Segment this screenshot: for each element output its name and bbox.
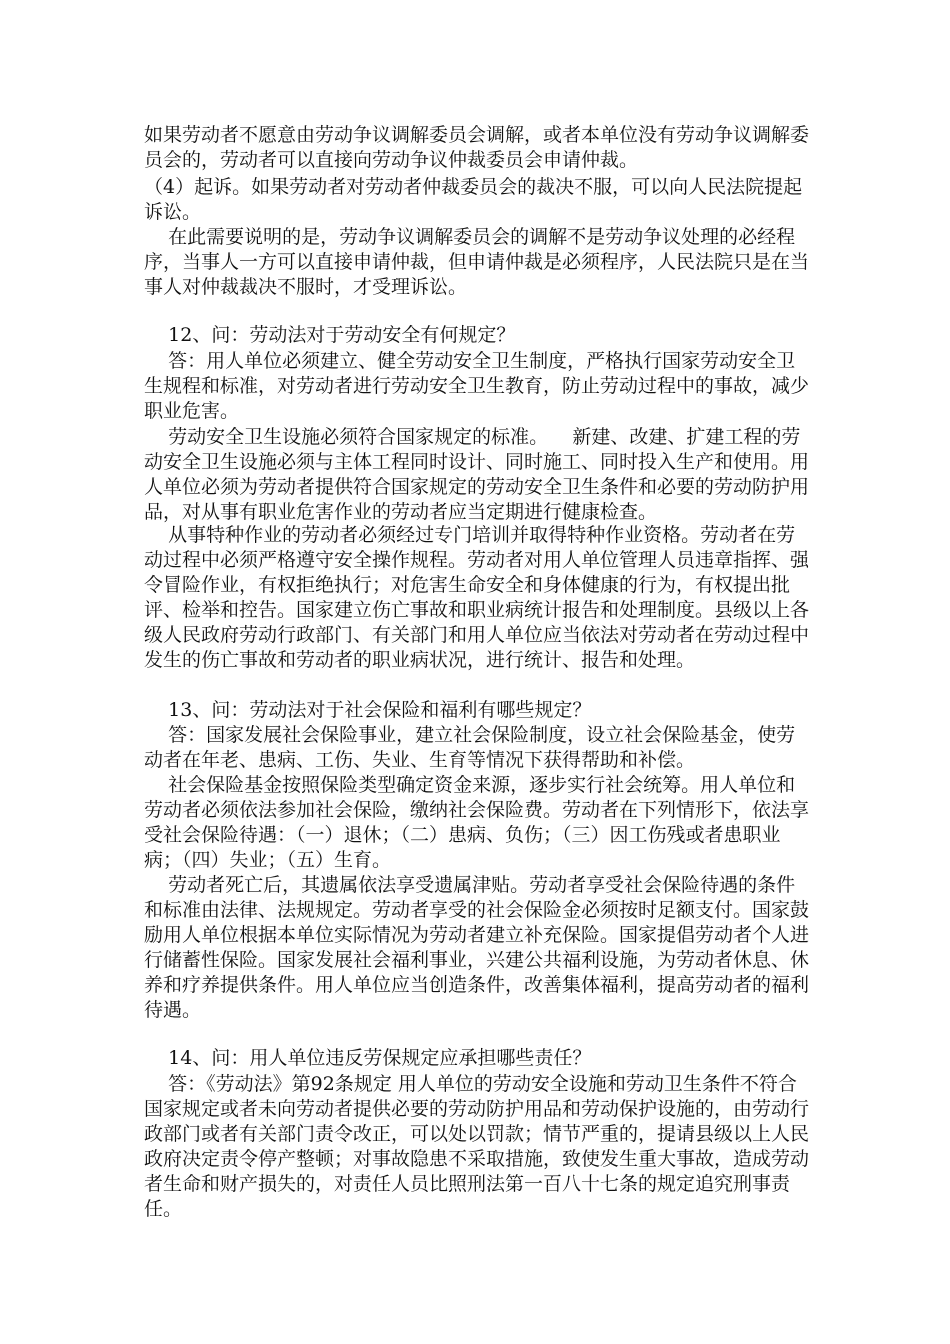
answer-13-intro: 答：国家发展社会保险事业，建立社会保险制度，设立社会保险基金，使劳动者在年老、患病、工伤、失业、生育等情况下获得帮助和补偿。	[144, 724, 796, 771]
question-13-heading: 13、问：劳动法对于社会保险和福利有哪些规定？	[144, 699, 592, 721]
paragraph-mediation-optional: 如果劳动者不愿意由劳动争议调解委员会调解，或者本单位没有劳动争议调解委员会的，劳动者可以直接向劳动争议仲裁委员会申请仲裁。	[144, 124, 810, 171]
answer-12-intro: 答：用人单位必须建立、健全劳动安全卫生制度，严格执行国家劳动安全卫生规程和标准，对劳动者进行劳动安全卫生教育，防止劳动过程中的事故，减少职业危害。	[144, 350, 810, 422]
answer-13-fund: 社会保险基金按照保险类型确定资金来源，逐步实行社会统筹。用人单位和劳动者必须依法参加社会保险，缴纳社会保险费。劳动者在下列情形下，依法享受社会保险待遇：（一）退休；（二）患病、负伤；（三）因工伤残或者患职业病；（四）失业；（五）生育。	[144, 774, 810, 871]
question-14-heading: 14、问：用人单位违反劳保规定应承担哪些责任？	[144, 1047, 592, 1069]
answer-12-special-work: 从事特种作业的劳动者必须经过专门培训并取得特种作业资格。劳动者在劳动过程中必须严格遵守安全操作规程。劳动者对用人单位管理人员违章指挥、强令冒险作业，有权拒绝执行；对危害生命安全和身体健康的行为，有权提出批评、检举和控告。国家建立伤亡事故和职业病统计报告和处理制度。县级以上各级人民政府劳动行政部门、有关部门和用人单位应当依法对劳动者在劳动过程中发生的伤亡事故和劳动者的职业病状况，进行统计、报告和处理。	[144, 524, 810, 671]
paragraph-note: 在此需要说明的是，劳动争议调解委员会的调解不是劳动争议处理的必经程序，当事人一方可以直接申请仲裁，但申请仲裁是必须程序，人民法院只是在当事人对仲裁裁决不服时，才受理诉讼。	[144, 226, 810, 298]
answer-12-facilities: 劳动安全卫生设施必须符合国家规定的标准。 新建、改建、扩建工程的劳动安全卫生设施必须与主体工程同时设计、同时施工、同时投入生产和使用。用人单位必须为劳动者提供符合国家规定的劳动安全卫生条件和必要的劳动防护用品，对从事有职业危害作业的劳动者应当定期进行健康检查。	[144, 426, 810, 523]
paragraph-lawsuit: （4）起诉。如果劳动者对劳动者仲裁委员会的裁决不服，可以向人民法院提起诉讼。	[144, 176, 803, 223]
answer-13-survivors: 劳动者死亡后，其遗属依法享受遗属津贴。劳动者享受社会保险待遇的条件和标准由法律、法规规定。劳动者享受的社会保险金必须按时足额支付。国家鼓励用人单位根据本单位实际情况为劳动者建立补充保险。国家提倡劳动者个人进行储蓄性保险。国家发展社会福利事业，兴建公共福利设施，为劳动者休息、休养和疗养提供条件。用人单位应当创造条件，改善集体福利，提高劳动者的福利待遇。	[144, 874, 810, 1021]
question-12-heading: 12、问：劳动法对于劳动安全有何规定？	[144, 324, 516, 346]
answer-14-article92: 答：《劳动法》第92条规定 用人单位的劳动安全设施和劳动卫生条件不符合国家规定或者未向劳动者提供必要的劳动防护用品和劳动保护设施的，由劳动行政部门或者有关部门责令改正，可以处以罚款；情节严重的，提请县级以上人民政府决定责令停产整顿；对事故隐患不采取措施，致使发生重大事故，造成劳动者生命和财产损失的，对责任人员比照刑法第一百八十七条的规定追究刑事责任。	[144, 1073, 810, 1220]
